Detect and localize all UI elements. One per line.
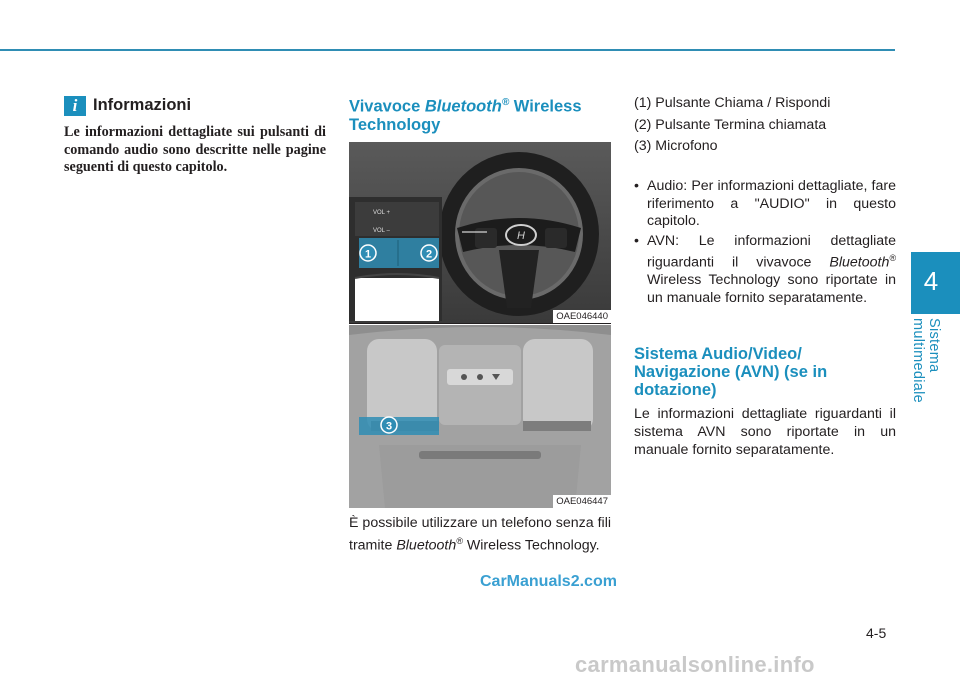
chapter-number: 4 bbox=[923, 266, 939, 296]
bullet-post: Wireless Technology sono riportate in un manuale fornito separatamente. bbox=[647, 272, 896, 306]
title-pre: Vivavoce bbox=[349, 97, 425, 116]
svg-text:H: H bbox=[517, 230, 525, 242]
title-post: Wireless Technology bbox=[349, 97, 582, 134]
chapter-side-title: Sistema multimediale bbox=[910, 318, 942, 403]
chapter-tab bbox=[911, 252, 960, 314]
bullet-brand: Bluetooth bbox=[829, 254, 890, 271]
info-text: Le informazioni dettagliate sui pulsanti di comando audio sono descritte nelle pagine seguenti di questo capitolo. bbox=[64, 124, 326, 175]
steering-wheel-figure bbox=[349, 142, 611, 323]
bluetooth-section-title bbox=[349, 94, 617, 134]
figure-separator bbox=[349, 323, 611, 324]
info-icon: i bbox=[64, 96, 86, 116]
mid-post: Wireless Technology. bbox=[462, 537, 600, 554]
figure-code-wheel: OAE046440 bbox=[553, 310, 611, 323]
list-item: (2) Pulsante Termina chiamata bbox=[634, 116, 827, 133]
callout-1: 1 bbox=[364, 248, 372, 261]
callout-2: 2 bbox=[425, 248, 433, 261]
steering-wheel-illustration bbox=[349, 142, 611, 323]
mid-pre: È possibile utilizzare un telefono senza fili tramite bbox=[349, 515, 611, 554]
mid-brand: Bluetooth bbox=[396, 537, 457, 554]
bullet-audio bbox=[634, 178, 896, 231]
title-brand: Bluetooth bbox=[424, 97, 502, 116]
avn-text: Le informazioni dettagliate riguardanti il sistema AVN sono riportate in un manuale fornito separatamente. bbox=[634, 406, 896, 458]
page-number: 4-5 bbox=[866, 625, 887, 641]
title-reg: ® bbox=[501, 97, 510, 108]
bluetooth-intro-text bbox=[349, 514, 611, 555]
figure-code-console: OAE046447 bbox=[553, 495, 611, 508]
bullet-reg: ® bbox=[889, 253, 896, 263]
overhead-console-illustration bbox=[349, 325, 611, 508]
list-item: (1) Pulsante Chiama / Rispondi bbox=[634, 95, 831, 111]
overhead-console-figure bbox=[349, 325, 611, 508]
vol-up-label: VOL + bbox=[373, 210, 390, 216]
bullet-list bbox=[634, 178, 896, 309]
header-rule bbox=[0, 49, 895, 51]
bullet-dot: • bbox=[634, 178, 639, 194]
vol-down-label: VOL – bbox=[373, 228, 390, 234]
avn-section-title: Sistema Audio/Video/ Navigazione (AVN) (se in dotazione) bbox=[634, 345, 828, 399]
bullet-dot: • bbox=[634, 232, 639, 249]
callout-3: 3 bbox=[385, 420, 393, 433]
numbered-list bbox=[634, 93, 896, 158]
footer-watermark: carmanualsonline.info bbox=[575, 652, 815, 677]
list-item: (3) Microfono bbox=[634, 138, 718, 154]
bullet-text: Audio: Per informazioni dettagliate, fare riferimento a "AUDIO" in questo capitolo. bbox=[647, 178, 896, 229]
bullet-avn bbox=[634, 233, 896, 308]
mid-reg: ® bbox=[456, 536, 463, 546]
info-title: Informazioni bbox=[93, 96, 192, 114]
bullet-pre: AVN: Le informazioni dettagliate riguardanti il vivavoce bbox=[647, 232, 896, 271]
watermark-link[interactable]: CarManuals2.com bbox=[480, 573, 617, 590]
